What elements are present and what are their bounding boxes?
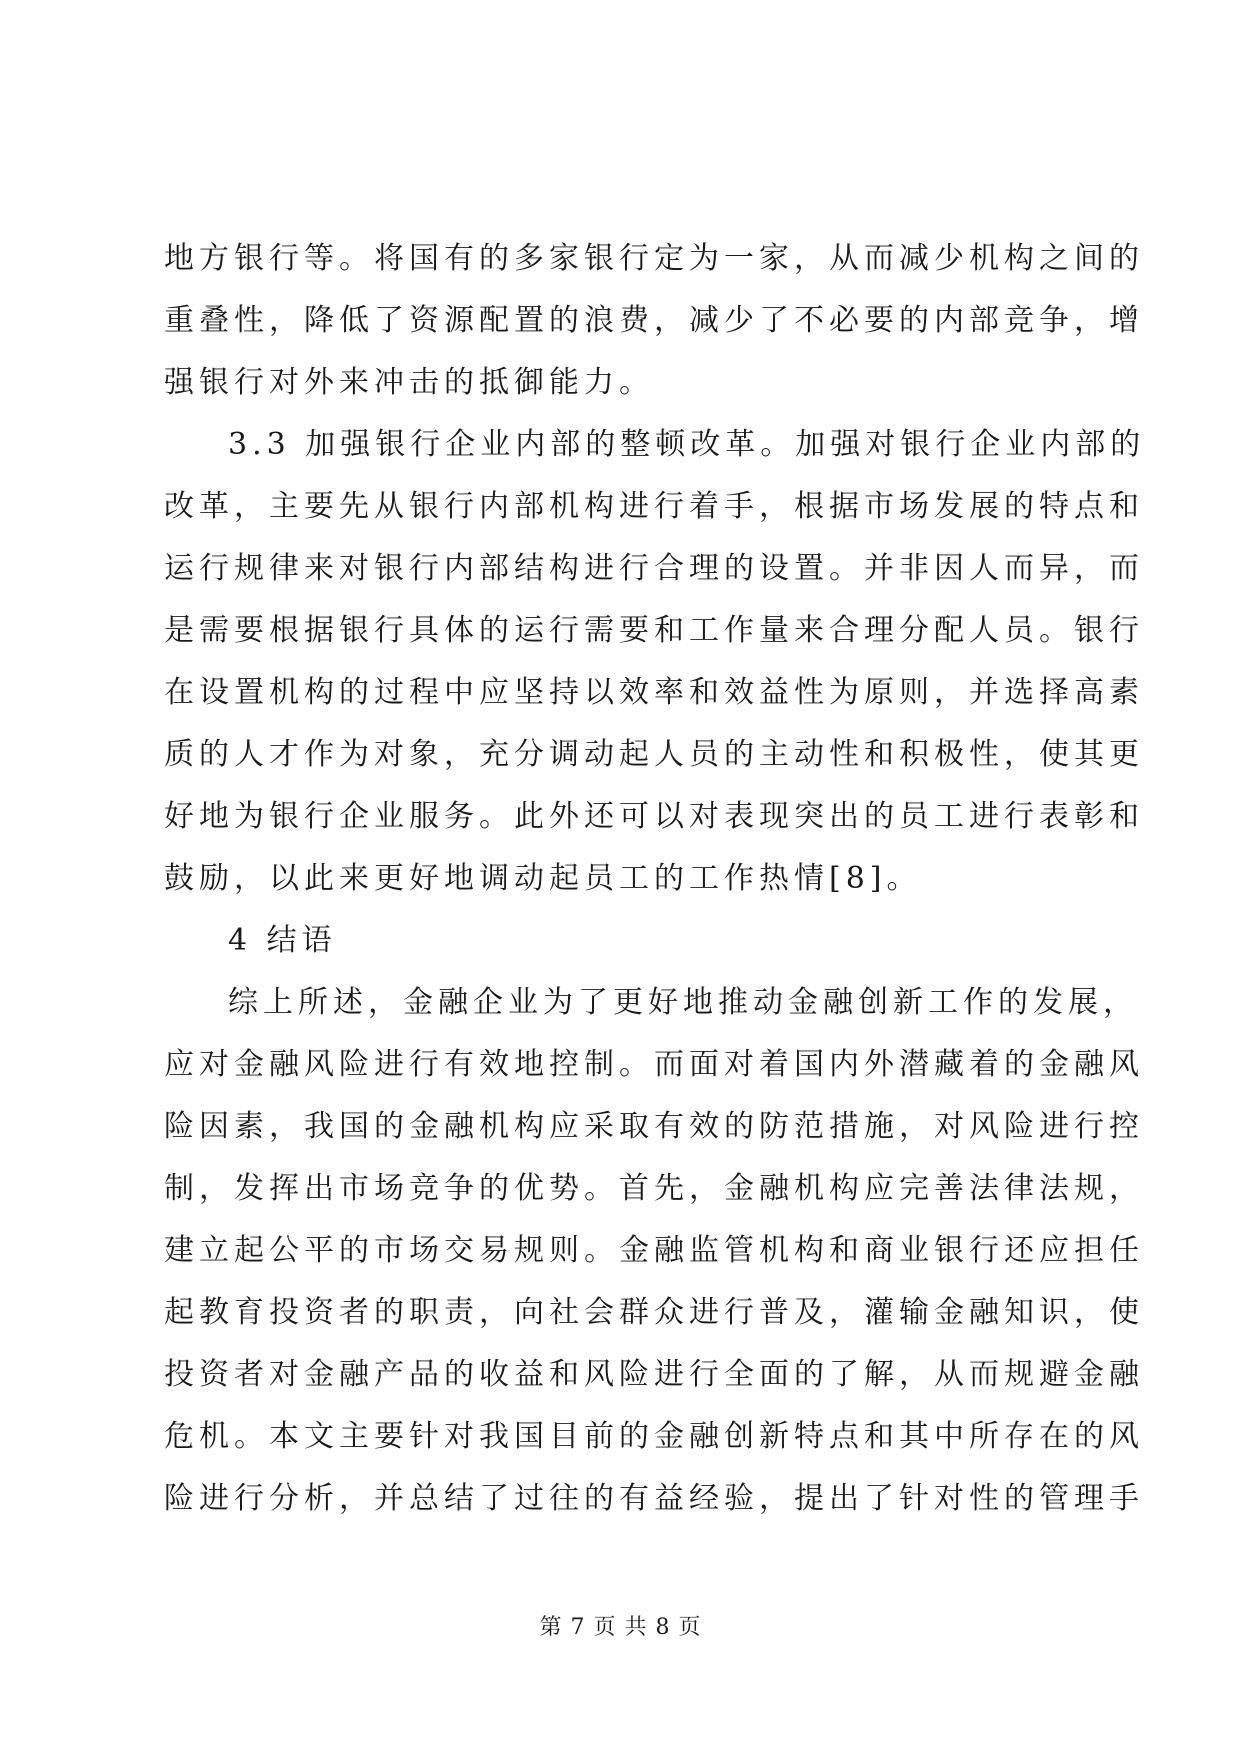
text-line-10: 好地为银行企业服务。此外还可以对表现突出的员工进行表彰和 (164, 799, 1144, 834)
text-line-15: 险因素，我国的金融机构应采取有效的防范措施，对风险进行控 (164, 1109, 1144, 1144)
text-line-14: 应对金融风险进行有效地控制。而面对着国内外潜藏着的金融风 (164, 1047, 1144, 1082)
text-line-6: 运行规律来对银行内部结构进行合理的设置。并非因人而异，而 (164, 551, 1144, 586)
text-line-16: 制，发挥出市场竞争的优势。首先，金融机构应完善法律法规， (164, 1171, 1144, 1206)
text-line-17: 建立起公平的市场交易规则。金融监管机构和商业银行还应担任 (164, 1233, 1144, 1268)
body-text (164, 228, 1146, 1530)
text-line-21: 险进行分析，并总结了过往的有益经验，提出了针对性的管理手 (164, 1481, 1144, 1516)
text-line-3: 强银行对外来冲击的抵御能力。 (164, 365, 654, 400)
text-line-11: 鼓励，以此来更好地调动起员工的工作热情[8]。 (164, 861, 922, 896)
text-line-2: 重叠性，降低了资源配置的浪费，减少了不必要的内部竞争，增 (164, 303, 1144, 338)
text-line-8: 在设置机构的过程中应坚持以效率和效益性为原则，并选择高素 (164, 675, 1144, 710)
text-line-19: 投资者对金融产品的收益和风险进行全面的了解，从而规避金融 (164, 1357, 1144, 1392)
text-line-9: 质的人才作为对象，充分调动起人员的主动性和积极性，使其更 (164, 737, 1144, 772)
text-line-7: 是需要根据银行具体的运行需要和工作量来合理分配人员。银行 (164, 613, 1144, 648)
page-number-footer: 第 7 页 共 8 页 (539, 1615, 702, 1640)
text-line-5: 改革，主要先从银行内部机构进行着手，根据市场发展的特点和 (164, 489, 1144, 524)
section-4-heading: 4 结语 (228, 923, 337, 958)
text-line-1: 地方银行等。将国有的多家银行定为一家，从而减少机构之间的 (164, 241, 1144, 276)
section-3-3-heading-line: 3.3 加强银行企业内部的整顿改革。加强对银行企业内部的 (228, 427, 1146, 462)
text-line-20: 危机。本文主要针对我国目前的金融创新特点和其中所存在的风 (164, 1419, 1144, 1454)
text-line-13: 综上所述，金融企业为了更好地推动金融创新工作的发展， (228, 985, 1138, 1020)
text-line-18: 起教育投资者的职责，向社会群众进行普及，灌输金融知识，使 (164, 1295, 1144, 1330)
